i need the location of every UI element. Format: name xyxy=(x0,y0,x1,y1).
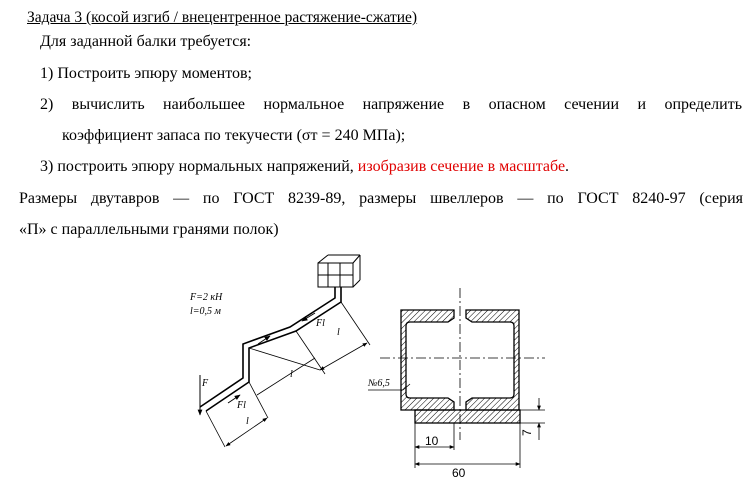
dim-60-label: 60 xyxy=(452,466,466,480)
task-item-3-end: . xyxy=(565,158,570,175)
moment-fl-upper-label: Fl xyxy=(316,318,325,329)
moment-fl-lower-label: Fl xyxy=(237,400,246,411)
dim-l-label-2: l xyxy=(290,369,293,380)
task-intro: Для заданной балки требуется: xyxy=(40,33,252,50)
dim-l-label-3: l xyxy=(246,416,249,427)
task-item-2-continuation: коэффициент запаса по текучести (σт = 240 МПа); xyxy=(62,127,406,144)
channel-number-label: №6,5 xyxy=(368,378,390,389)
force-f-label: F xyxy=(202,378,209,389)
length-value-label: l=0,5 м xyxy=(190,306,221,317)
task-item-3-text: 3) построить эпюру нормальных напряжений, xyxy=(40,158,358,175)
task-title: Задача 3 (косой изгиб / внецентренное растяжение-сжатие) xyxy=(27,9,418,26)
task-item-3-highlight: изобразив сечение в масштабе xyxy=(357,158,566,175)
sizes-note-line-1: Размеры двутавров — по ГОСТ 8239-89, размеры швеллеров — по ГОСТ 8240-97 (серия xyxy=(19,190,743,207)
force-value-label: F=2 кН xyxy=(190,292,223,303)
bottom-plate xyxy=(415,410,520,423)
task-item-1: 1) Построить эпюру моментов; xyxy=(40,65,252,82)
dim-7-label: 7 xyxy=(520,429,534,436)
dim-l-label-1: l xyxy=(337,327,340,338)
task-item-2: 2) вычислить наибольшее нормальное напряжение в опасном сечении и определить xyxy=(40,96,742,113)
dim-10-label: 10 xyxy=(425,434,439,448)
sizes-note-line-2: «П» с параллельными гранями полок) xyxy=(19,221,279,238)
